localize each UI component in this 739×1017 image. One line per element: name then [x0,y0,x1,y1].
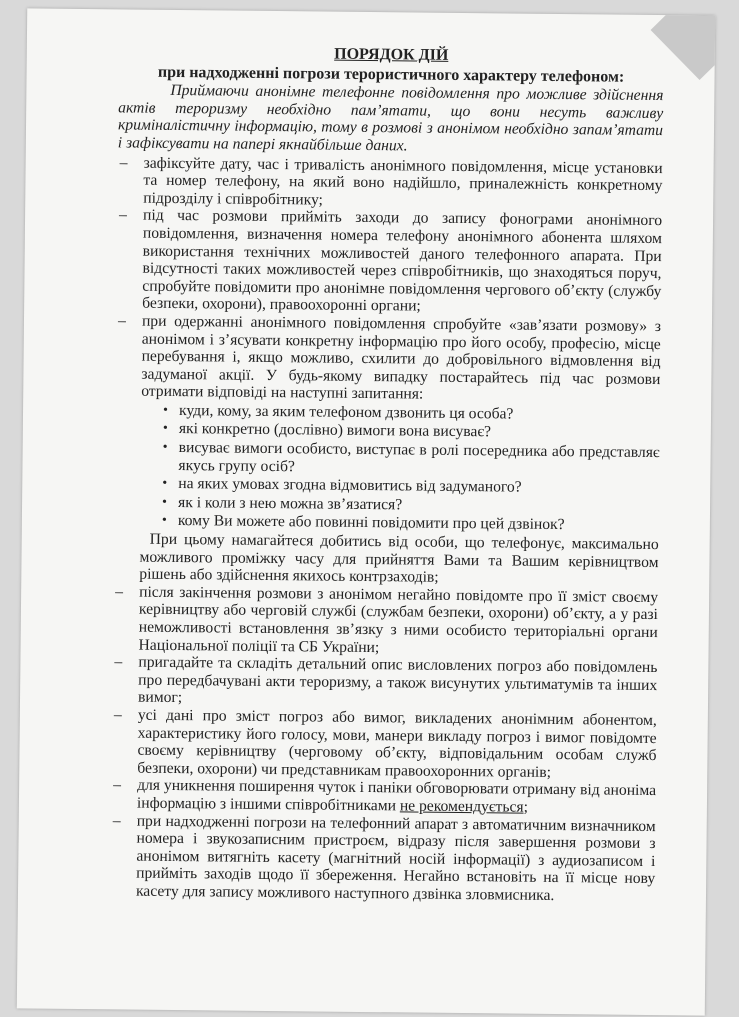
question-list [140,402,660,536]
question-item: • на яких умовах згодна відмовитись від задуманого? [158,475,659,498]
question-item: • які конкретно (дослівно) вимоги вона висуває? [159,420,660,443]
question-item: • кому Ви можете або повинні повідомити про цей дзвінок? [158,512,659,535]
list-item: – під час розмови прийміть заходи до запису фонограми анонімного повідомлення, визначення номера телефону анонімного абонента шляхом використання технічних можливостей даного телефонного апарата. При відсутності таких можливостей через співробітників, що знаходяться поруч, спробуйте повідомити про анонімне повідомлення чергового об’єкту (службу безпеки, охорони), правоохоронні органи; [116,207,662,318]
instruction-list-continued [110,583,658,905]
followup-paragraph: При цьому намагайтеся добитись від особи, що телефонує, максимально можливого проміжку часу для прийняття Вами та Вашим керівництвом рішень або здійснення якихось контрзаходів; [139,530,659,586]
document-page [17,8,715,1015]
list-item-punctuation: ; [523,798,529,816]
question-item: • куди, кому, за яким телефоном дзвонить ця особа? [159,402,660,425]
document-body [110,43,664,905]
list-item: – після закінчення розмови з анонімом негайно повідомте про її зміст своєму керівництву або черговій службі (службам безпеки, охорони) об’єкту, а у разі неможливості встановлення зв’язку з ними особисто територіальні органи Національної поліції та СБ України; [113,583,659,659]
intro-paragraph: Приймаючи анонімне телефонне повідомлення про можливе здійснення актів тероризму необхідно пам’ятати, що вони несуть важливу криміналістичну інформацію, тому в розмові з анонімом необхідно запам’ятати і зафіксувати на папері якнайбільше даних. [117,82,664,155]
list-item-text: для уникнення поширення чуток і паніки обговорювати отриману від аноніма інформацію з іншими співробітниками [136,776,657,815]
list-item: – усі дані про зміст погроз або вимог, викладених анонімним абонентом, характеристику його голосу, мови, манери викладу погроз і вимог повідомте своєму керівництву (черговому об’єкту, відповідальним особам служб безпеки, охорони) чи представникам правоохоронних органів; [111,706,657,782]
list-item: – при надходженні погрози на телефонний апарат з автоматичним визначником номера і звукозаписним пристроєм, відразу після завершення розмови з анонімом витягніть касету (магнітний носій інформації) з аудиозаписом і прийміть заходів щодо її збереження. Негайно встановіть на її місце нову касету для запису можливого наступного дзвінка зловмисника. [110,812,656,906]
document-subtitle: при надходженні погрози терористичного характеру телефоном: [157,63,625,86]
list-item [114,312,661,535]
question-item: • як і коли з нею можна зв’язатися? [158,494,659,517]
list-item [111,777,656,818]
list-item: – пригадайте та складіть детальний опис висловлених погроз або повідомлень про передбачувані акти тероризму, а також висунутих ультиматумів та інших вимог; [112,654,658,712]
list-item: – зафіксуйте дату, час і тривалість анонімного повідомлення, місце установки та номер телефону, на який воно надійшло, приналежність конкретному підрозділу і співробітнику; [117,154,663,212]
document-title: ПОРЯДОК ДІЙ [334,45,449,64]
list-item-text: при одержанні анонімного повідомлення спробуйте «зав’язати розмову» з анонімом і з’ясувати конкретну інформацію про його особу, професію, місце перебування і, якщо можливо, схилити до добровільного відмовлення від задуманої акції. У будь-якому випадку постарайтесь під час розмови отримати відповіді на наступні запитання: [141,312,662,403]
instruction-list [114,154,663,535]
question-item: • висуває вимоги особисто, виступає в ролі посередника або представляє якусь групу осіб? [158,439,659,479]
underlined-text: не рекомендується [399,797,524,816]
